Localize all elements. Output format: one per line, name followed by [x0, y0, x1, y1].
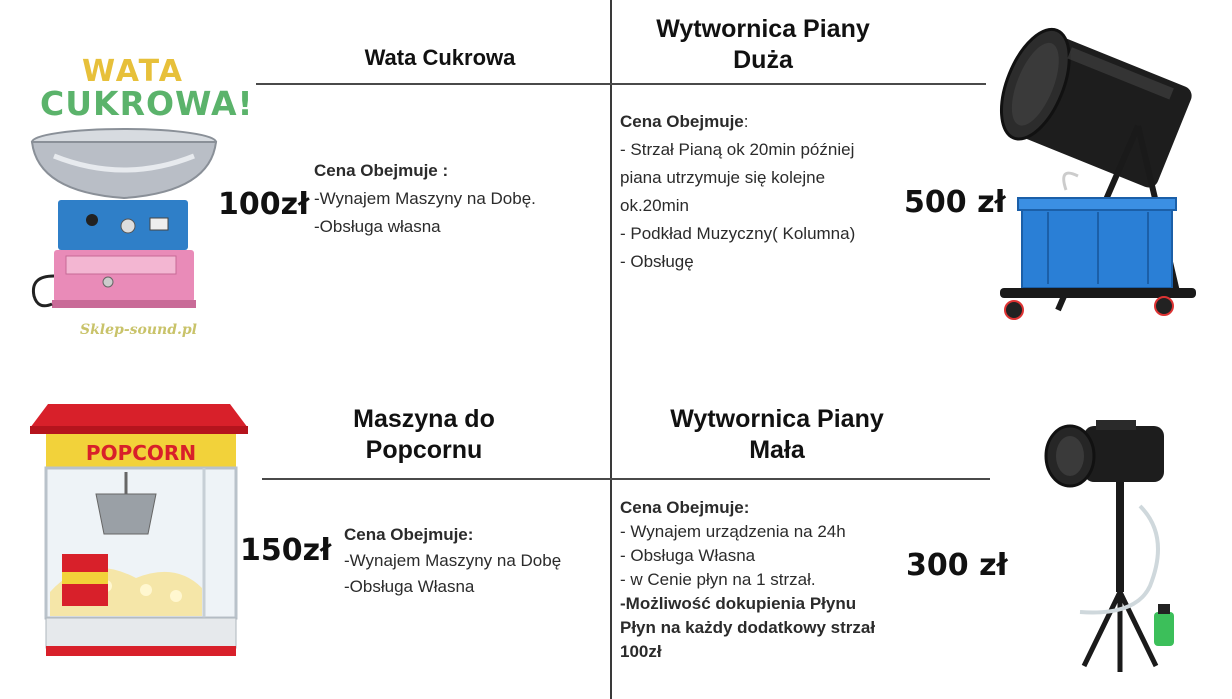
foam-small-price: 300 zł — [906, 548, 1008, 583]
foam-large-title-line-1: Wytwornica Piany — [656, 15, 870, 43]
foam-small-desc-bold-2: Płyn na każdy dodatkowy strzał — [620, 618, 876, 637]
cotton-candy-price: 100zł — [218, 187, 310, 222]
popcorn-title-line-2: Popcornu — [365, 436, 483, 464]
foam-small-desc-line-1: - Wynajem urządzenia na 24h — [620, 522, 846, 541]
popcorn-title — [310, 404, 538, 466]
divider-top-right — [612, 83, 986, 85]
popcorn-title-line-1: Maszyna do — [353, 405, 495, 433]
foam-small-title — [634, 404, 920, 466]
foam-large-desc-line-1: - Strzał Pianą ok 20min później — [620, 140, 855, 159]
foam-cannon-small-icon — [1040, 416, 1180, 676]
foam-small-description — [620, 496, 875, 664]
foam-small-title-line-2: Mała — [749, 436, 805, 464]
foam-large-desc-head-colon: : — [743, 112, 749, 131]
popcorn-sign-text: POPCORN — [85, 441, 197, 465]
foam-small-desc-line-3: - w Cenie płyn na 1 strzał. — [620, 570, 816, 589]
popcorn-machine-icon — [26, 402, 252, 662]
cotton-candy-logo — [38, 52, 254, 128]
cotton-candy-machine-icon — [24, 126, 224, 316]
foam-small-desc-head: Cena Obejmuje: — [620, 498, 750, 517]
foam-large-desc-line-2: piana utrzymuje się kolejne — [620, 168, 826, 187]
cotton-candy-description — [314, 157, 536, 241]
foam-large-desc-line-5: - Obsługę — [620, 252, 694, 271]
popcorn-desc-head: Cena Obejmuje: — [344, 525, 474, 544]
popcorn-description — [344, 522, 561, 600]
foam-large-title-line-2: Duża — [733, 46, 793, 74]
popcorn-desc-line-1: -Wynajem Maszyny na Dobę — [344, 551, 562, 570]
foam-large-desc-line-3: ok.20min — [620, 196, 689, 215]
foam-small-desc-line-2: - Obsługa Własna — [620, 546, 756, 565]
foam-large-title — [620, 14, 906, 76]
popcorn-price: 150zł — [240, 533, 332, 568]
divider-top-left — [256, 83, 612, 85]
logo-line-wata: WATA — [82, 54, 184, 89]
popcorn-desc-line-2: -Obsługa Własna — [344, 577, 475, 596]
foam-large-desc-head: Cena Obejmuje — [620, 112, 744, 131]
foam-small-desc-bold-3: 100zł — [620, 642, 662, 661]
cotton-candy-desc-line-2: -Obsługa własna — [314, 217, 441, 236]
divider-bottom-right — [612, 478, 990, 480]
divider-bottom-left — [262, 478, 612, 480]
foam-large-description — [620, 108, 855, 276]
foam-large-desc-line-4: - Podkład Muzyczny( Kolumna) — [620, 224, 856, 243]
logo-line-cukrowa: CUKROWA! — [40, 84, 254, 123]
cotton-candy-watermark: Sklep-sound.pl — [80, 322, 197, 338]
foam-small-desc-bold-1: -Możliwość dokupienia Płynu — [620, 594, 857, 613]
foam-cannon-large-icon — [988, 26, 1224, 330]
foam-small-title-line-1: Wytwornica Piany — [670, 405, 884, 433]
cotton-candy-desc-head: Cena Obejmuje : — [314, 161, 449, 180]
foam-large-price: 500 zł — [904, 185, 1006, 220]
cotton-candy-title: Wata Cukrowa — [364, 45, 516, 70]
vertical-divider — [610, 0, 612, 699]
cotton-candy-desc-line-1: -Wynajem Maszyny na Dobę. — [314, 189, 536, 208]
